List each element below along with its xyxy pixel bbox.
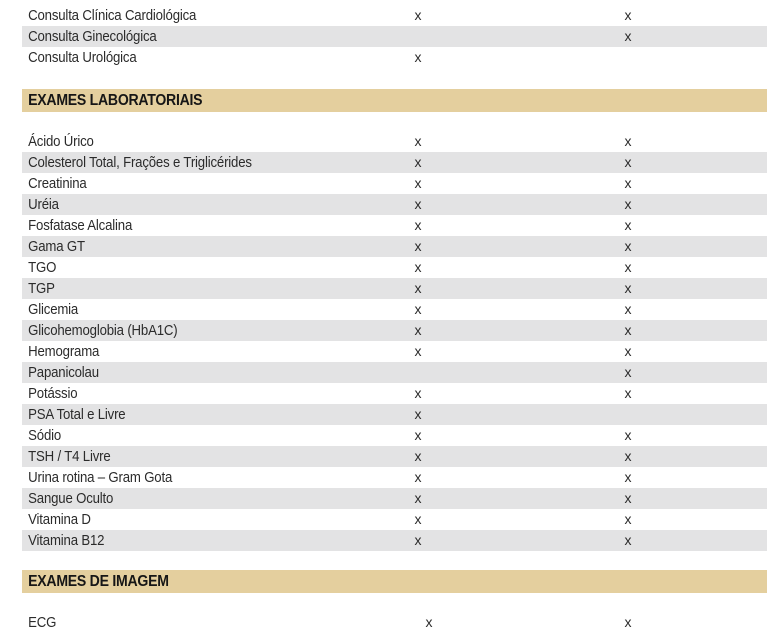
- table-row: [22, 612, 767, 633]
- exam-label: Consulta Ginecológica: [28, 28, 157, 45]
- column2-mark: x: [624, 532, 632, 548]
- rows-section: [0, 5, 770, 68]
- column1-mark: x: [414, 217, 422, 233]
- column1-mark: [412, 362, 424, 383]
- table-row: [22, 467, 767, 488]
- column1-mark: x: [414, 196, 422, 212]
- exam-label: TSH / T4 Livre: [28, 448, 111, 465]
- exam-label: Sódio: [28, 427, 62, 444]
- column2-mark: x: [624, 133, 632, 149]
- table-row: [22, 530, 767, 551]
- table-row: [22, 152, 767, 173]
- exam-label: PSA Total e Livre: [28, 406, 126, 423]
- exam-label: Vitamina D: [28, 511, 91, 528]
- column1-mark: x: [414, 427, 422, 443]
- table-row: [22, 404, 767, 425]
- column1-mark: [412, 26, 424, 47]
- table-row: [22, 131, 767, 152]
- table-row: [22, 257, 767, 278]
- section-header: [22, 89, 767, 112]
- table-row: [22, 320, 767, 341]
- column1-mark: x: [414, 532, 422, 548]
- table-row: [22, 173, 767, 194]
- exam-label: Gama GT: [28, 238, 85, 255]
- column2-mark: x: [624, 511, 632, 527]
- column1-mark: x: [414, 49, 422, 65]
- table-row: [22, 362, 767, 383]
- column2-mark: x: [624, 196, 632, 212]
- exam-label: Fosfatase Alcalina: [28, 217, 133, 234]
- table-row: [22, 5, 767, 26]
- column1-mark: x: [414, 238, 422, 254]
- column2-mark: x: [624, 7, 632, 23]
- exam-label: Potássio: [28, 385, 78, 402]
- table-row: [22, 509, 767, 530]
- column2-mark: x: [624, 385, 632, 401]
- column2-mark: x: [624, 343, 632, 359]
- section-header-label: EXAMES DE IMAGEM: [28, 572, 169, 590]
- table-row: [22, 425, 767, 446]
- table-row: [22, 194, 767, 215]
- table-row: [22, 299, 767, 320]
- column1-mark: x: [414, 280, 422, 296]
- column2-mark: x: [624, 259, 632, 275]
- column1-mark: x: [414, 469, 422, 485]
- exam-label: TGP: [28, 280, 55, 297]
- table-row: [22, 446, 767, 467]
- column1-mark: x: [414, 343, 422, 359]
- column1-mark: x: [414, 175, 422, 191]
- table-row: [22, 278, 767, 299]
- exam-label: Consulta Clínica Cardiológica: [28, 7, 197, 24]
- column2-mark: x: [624, 469, 632, 485]
- column1-mark: x: [414, 322, 422, 338]
- column2-mark: x: [624, 154, 632, 170]
- column1-mark: x: [414, 448, 422, 464]
- exam-label: Creatinina: [28, 175, 87, 192]
- column1-mark: x: [425, 614, 433, 630]
- table-row: [22, 236, 767, 257]
- section-header-label: EXAMES LABORATORIAIS: [28, 91, 203, 109]
- exam-label: ECG: [28, 614, 57, 631]
- exam-label: Urina rotina – Gram Gota: [28, 469, 173, 486]
- column2-mark: x: [624, 364, 632, 380]
- column1-mark: x: [414, 301, 422, 317]
- table-row: [22, 47, 767, 68]
- column2-mark: x: [624, 238, 632, 254]
- exam-label: Consulta Urológica: [28, 49, 137, 66]
- column2-mark: x: [624, 28, 632, 44]
- column2-mark: x: [624, 280, 632, 296]
- exam-label: Ácido Úrico: [28, 133, 94, 150]
- column1-mark: x: [414, 133, 422, 149]
- column2-mark: x: [624, 175, 632, 191]
- rows-section: [0, 131, 770, 551]
- table-row: [22, 341, 767, 362]
- exam-label: Hemograma: [28, 343, 100, 360]
- exam-label: Sangue Oculto: [28, 490, 114, 507]
- exam-label: Vitamina B12: [28, 532, 105, 549]
- exam-label: Colesterol Total, Frações e Triglicérides: [28, 154, 252, 171]
- column1-mark: x: [414, 490, 422, 506]
- column2-mark: x: [624, 490, 632, 506]
- table-row: [22, 215, 767, 236]
- rows-section: [0, 612, 770, 633]
- table-row: [22, 383, 767, 404]
- exam-label: Glicohemoglobia (HbA1C): [28, 322, 178, 339]
- column1-mark: x: [414, 154, 422, 170]
- table-row: [22, 488, 767, 509]
- column1-mark: x: [414, 385, 422, 401]
- column2-mark: x: [624, 322, 632, 338]
- column2-mark: x: [624, 614, 632, 630]
- column2-mark: x: [624, 217, 632, 233]
- column1-mark: x: [414, 259, 422, 275]
- column2-mark: [622, 404, 634, 425]
- column2-mark: x: [624, 427, 632, 443]
- column1-mark: x: [414, 406, 422, 422]
- table-row: [22, 26, 767, 47]
- column2-mark: x: [624, 448, 632, 464]
- exam-label: Papanicolau: [28, 364, 99, 381]
- exam-label: Uréia: [28, 196, 59, 213]
- exam-label: TGO: [28, 259, 57, 276]
- column1-mark: x: [414, 511, 422, 527]
- column2-mark: x: [624, 301, 632, 317]
- column2-mark: [622, 47, 634, 68]
- section-header: [22, 570, 767, 593]
- exam-label: Glicemia: [28, 301, 79, 318]
- column1-mark: x: [414, 7, 422, 23]
